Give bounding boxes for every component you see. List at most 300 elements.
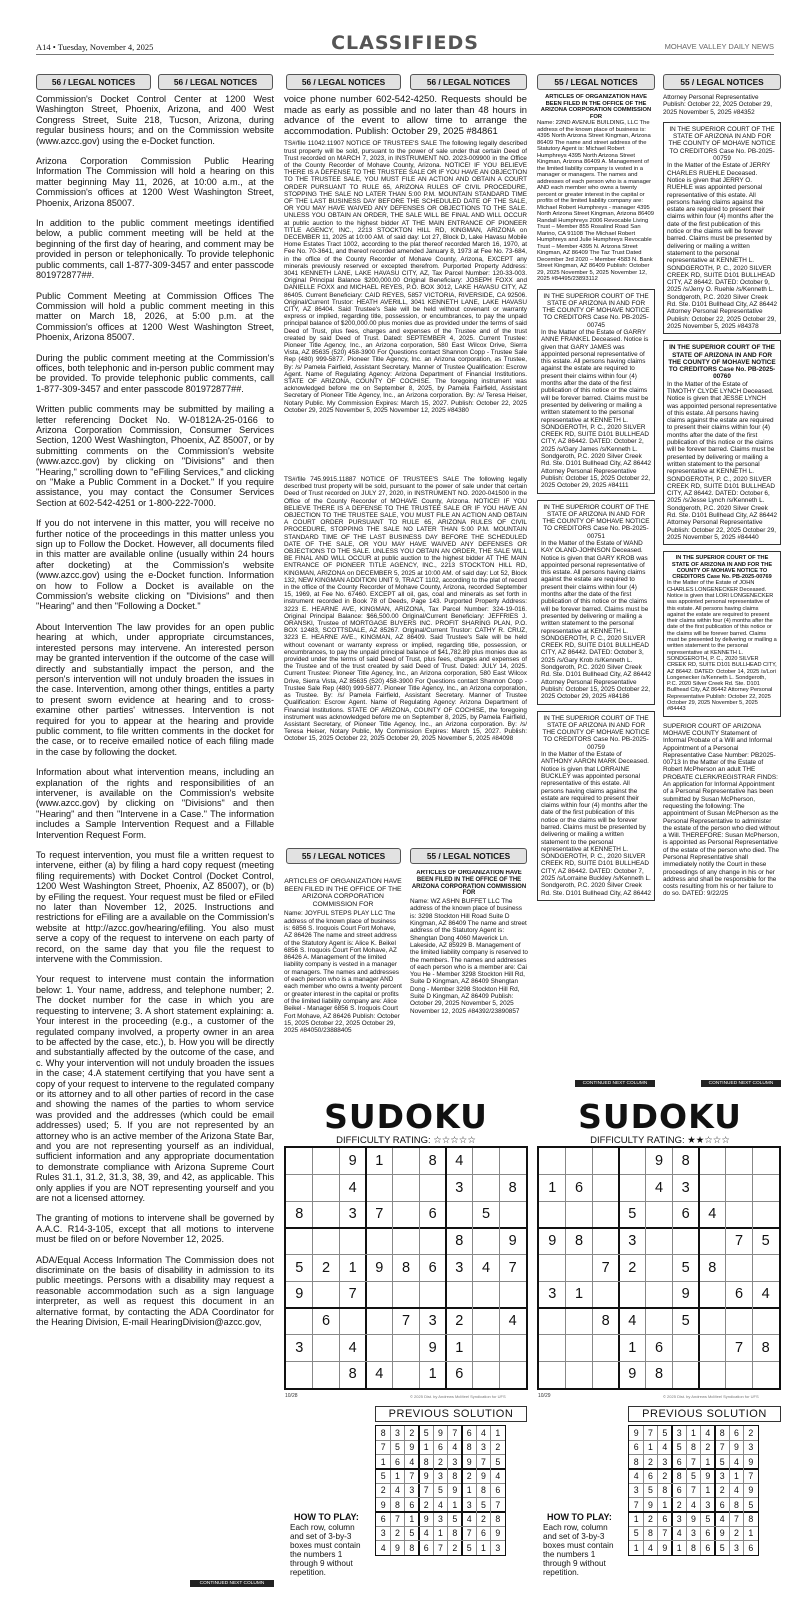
solution-cell: 7: [380, 1442, 386, 1453]
solution-cell: 3: [705, 1499, 711, 1510]
sudoku-cell[interactable]: [752, 1148, 779, 1175]
sudoku-title: SUDOKU: [578, 1097, 742, 1136]
solution-cell: 2: [438, 1456, 443, 1467]
notice-heading: ARTICLES OF ORGANIZATION HAVE BEEN FILED IN THE OFFICE OF THE ARIZONA CORPORATION COMMISSION FOR: [540, 94, 652, 120]
solution-cell: 8: [734, 1499, 739, 1510]
sudoku-cell[interactable]: [499, 1335, 526, 1362]
creditors-notice: [663, 122, 781, 334]
solution-cell: 1: [495, 1428, 501, 1438]
sudoku-cell[interactable]: [539, 1335, 566, 1362]
sudoku-cell[interactable]: 3: [295, 1339, 304, 1356]
sudoku-cell[interactable]: 8: [708, 1259, 717, 1276]
solution-cell: 1: [691, 1428, 696, 1438]
notice-body: Name: 22ND AVENUE BUILDING, LLC The address of the known place of business is: 4395 North Arizona Street Kingman, Arizona 86409 The name and street address of the Statutory Agent is: Michael Robert Humphreys 4395 North Arizona Street Kingman, Arizona 86409 A. Management of the limited liability company is vested in a manager or managers. The names and addresses of each person who is a manager AND each member who owns a twenty percent or greater interest in the capital or profits of the limited liability company are: Michael Robert Humphreys - manager 4395 North Arizona Street Kingman, Arizona 86409 Randall Humphreys 2006 Revocable Living Trust – Member 855 Rosalind Road San Marino, CA 91108 The Michael Robert Humphreys and Julie Humphreys Revocable Trust – Member 4395 N. Arizona Street Kingman, AZ 86409 The Taz Trust Dated December 3rd 2020 – Member 4583 N. Bank Street Kingman, AZ 86409 Publish: October 29, 2025 November 5, 2025 November 12, 2025 #84495/23893112: [537, 120, 654, 282]
solution-cell: 7: [481, 1456, 486, 1467]
sudoku-cell[interactable]: [699, 1335, 726, 1362]
solution-cell: 1: [633, 1514, 639, 1524]
sudoku-cell[interactable]: [752, 1308, 779, 1335]
sudoku-cell[interactable]: 9: [548, 1233, 557, 1249]
sudoku-cell[interactable]: [499, 1201, 526, 1228]
solution-cell: 3: [719, 1471, 725, 1481]
sudoku-cell[interactable]: [473, 1308, 500, 1335]
solution-cell: 3: [409, 1485, 415, 1496]
sudoku-cell[interactable]: 1: [375, 1153, 384, 1169]
sudoku-cell[interactable]: [473, 1148, 500, 1175]
notice-heading: ARTICLES OF ORGANIZATION HAVE BEEN FILED IN THE OFFICE OF THE ARIZONA CORPORATION COMMISSION FOR: [284, 878, 402, 908]
sudoku-cell[interactable]: [366, 1308, 393, 1335]
sudoku-cell[interactable]: 7: [601, 1259, 610, 1276]
sudoku-cell[interactable]: [752, 1201, 779, 1228]
sudoku-cell[interactable]: [313, 1228, 340, 1255]
solution-cell: 9: [734, 1442, 739, 1453]
how-to-play-title: HOW TO PLAY:: [547, 1512, 612, 1522]
solution-cell: 2: [481, 1514, 486, 1524]
section-tab: 56 / LEGAL NOTICES: [158, 74, 273, 90]
solution-cell: 3: [395, 1428, 400, 1438]
sudoku-cell[interactable]: 9: [428, 1339, 437, 1356]
solution-cell: 4: [633, 1471, 639, 1481]
how-to-play-text: Each row, column and set of 3-by-3 boxes must contain the numbers 1 through 9 without repetition.: [290, 1523, 361, 1577]
solution-cell: 5: [691, 1471, 696, 1481]
sudoku-cell[interactable]: 9: [375, 1259, 384, 1276]
sudoku-cell[interactable]: [726, 1175, 753, 1202]
sudoku-cell[interactable]: [419, 1175, 446, 1202]
solution-cell: 1: [409, 1514, 415, 1524]
copyright-line: © 2025 Dist. by Andrews McMeel Syndication for UFS: [410, 1394, 506, 1399]
sudoku-cell[interactable]: 4: [761, 1286, 770, 1303]
sudoku-cell[interactable]: 4: [348, 1339, 357, 1356]
sudoku-cell[interactable]: [752, 1361, 779, 1388]
sudoku-cell[interactable]: 7: [401, 1313, 411, 1329]
solution-cell: 8: [409, 1542, 415, 1553]
sudoku-cell[interactable]: [313, 1361, 340, 1388]
sudoku-cell[interactable]: 1: [548, 1179, 557, 1196]
sudoku-cell[interactable]: [646, 1201, 673, 1228]
sudoku-cell[interactable]: 7: [508, 1259, 517, 1276]
sudoku-cell[interactable]: 3: [628, 1233, 637, 1249]
sudoku-cell[interactable]: 2: [628, 1259, 637, 1276]
sudoku-cell[interactable]: [499, 1361, 526, 1388]
sudoku-cell[interactable]: 6: [734, 1286, 744, 1303]
solution-cell: 5: [748, 1499, 754, 1510]
sudoku-cell[interactable]: [313, 1175, 340, 1202]
sudoku-cell[interactable]: [393, 1148, 420, 1175]
sudoku-cell[interactable]: [539, 1201, 566, 1228]
solution-cell: 9: [380, 1499, 386, 1510]
solution-cell: 3: [380, 1528, 386, 1539]
solution-cell: 7: [495, 1499, 501, 1510]
solution-cell: 8: [423, 1456, 429, 1467]
sudoku-cell[interactable]: 3: [428, 1313, 437, 1329]
solution-cell: 3: [481, 1442, 486, 1453]
sudoku-cell[interactable]: [473, 1281, 500, 1308]
sudoku-cell[interactable]: [672, 1361, 699, 1388]
solution-cell: 2: [452, 1542, 458, 1553]
sudoku-cell[interactable]: 3: [455, 1179, 464, 1196]
creditors-notice: [663, 340, 781, 545]
solution-cell: 9: [423, 1514, 429, 1524]
sudoku-cell[interactable]: [366, 1335, 393, 1362]
sudoku-cell[interactable]: [726, 1201, 753, 1228]
sudoku-cell[interactable]: [592, 1201, 619, 1228]
solution-cell: 7: [719, 1442, 725, 1453]
sudoku-cell[interactable]: [366, 1281, 393, 1308]
sudoku-cell[interactable]: 3: [548, 1286, 557, 1303]
solution-cell: 5: [648, 1485, 653, 1496]
trustee-sale-notice: TS#/file 745.9915.11887 NOTICE OF TRUSTEE'S SALE The following legally described trust property will be sold, pursuant to the power of sale under that certain Deed of Trust recorded on JULY 27, 2020, in INSTRUMENT NO. 2020-041500 in the Office of the County Recorder of MOHAVE County, Arizona. NOTICE! IF YOU BELIEVE THERE IS A DEFENSE TO THE TRUSTEE SALE OR IF YOU HAVE AN OBJECTION TO THE TRUSTEE SALE, YOU MUST FILE AN ACTION AND OBTAIN A COURT ORDER PURSUANT TO RULE 65, ARIZONA RULES OF CIVIL PROCEDURE, STOPPING THE SALE NO LATER THAN 5:00 P.M. MOUNTAIN STANDARD TIME OF THE LAST BUSINESS DAY BEFORE THE SCHEDULED DATE OF THE SALE, OR YOU MAY HAVE WAIVED ANY DEFENSES OR OBJECTIONS TO THE SALE. UNLESS YOU OBTAIN AN ORDER, THE SALE WILL BE FINAL AND WILL OCCUR at public auction to the highest bidder AT THE MAIN ENTRANCE OF PIONEER TITLE AGENCY, INC., 2213 STOCKTON HILL RD, KINGMAN, ARIZONA on DECEMBER 5, 2025 at 10:00 AM. of said day: Lot 52, Block 132, NEW KINGMAN ADDITION UNIT 9, TRACT 1102, according to the plat of record in the office of the County Recorder of Mohave County, Arizona, recorded September 15, 1969, at Fee No. 67460. EXCEPT all oil, gas, coal and minerals as set forth in instrument recorded in Book 78 of Deeds, Page 143. Purported Property Address: 3223 E. HEARNE AVE, KINGMAN, ARIZONA, Tax Parcel Number: 324-19-016. Original Principal Balance: $66,500.00 Original/Current Beneficiary: JEFFRIES J. ORANSKI, Trustee of MORTGAGE BUYERS INC. PROFIT SHARING PLAN, P.O. BOX 12483, SCOTTSDALE, AZ 85267. Original/Current Trustor: CATHY R. CRUZ, 3223 E. HEARNE AVE., KINGMAN, AZ 86409. Said Trustee's Sale will be held without covenant or warranty express or implied, regarding title, possession, or encumbrances, to pay the unpaid principal balance of $41,782.89 plus monies due as provided under the terms of said Deed of Trust, plus fees, charges and expenses of the Trustee and of the trust created by said Deed of Trust. Dated: JULY 14, 2025. Current Trustee: Pioneer Title Agency, Inc., an Arizona corporation, 580 East Wilcox Drive, Sierra Vista, AZ 85635 (520) 458-3900 For Questions contact Shannon Copp - Trustee Sale Rep (480) 999-5877. Pioneer Title Agency, Inc., an Arizona corporation, as Trustee. By: /s/ Pamela Fairfield, Assistant Secretary. Manner of Trustee Qualification: Escrow Agent. Name of Regulating Agency: Arizona Department of Financial Institutions. STATE OF ARIZONA, COUNTY OF COCHISE, the foregoing instrument was acknowledged before me on September 8, 2025, by Pamela Fairfield, Assistant Secretary, of Pioneer Title Agency, Inc., an Arizona corporation. By: /s/ Teresa Heiser, Notary Public, My Commission Expires: March 15, 2027. Publish: October 15, 2025 October 22, 2025 October 29, 2025 November 5, 2025 #84098: [284, 476, 527, 743]
sudoku-cell[interactable]: [566, 1201, 593, 1228]
sudoku-cell[interactable]: 6: [654, 1339, 664, 1356]
sudoku-cell[interactable]: [699, 1361, 726, 1388]
sudoku-cell[interactable]: 6: [681, 1206, 690, 1223]
notice-heading: ARTICLES OF ORGANIZATION HAVE BEEN FILED IN THE OFFICE OF THE ARIZONA CORPORATION COMMISSION FOR: [411, 870, 527, 897]
sudoku-cell[interactable]: 5: [681, 1259, 690, 1276]
sudoku-cell[interactable]: [592, 1228, 619, 1255]
sudoku-cell[interactable]: [752, 1255, 779, 1282]
solution-cell: 2: [748, 1428, 754, 1438]
sudoku-cell[interactable]: 4: [508, 1313, 517, 1329]
difficulty-rating: DIFFICULTY RATING: ☆☆☆☆☆: [336, 1135, 476, 1146]
sudoku-cell[interactable]: [726, 1308, 753, 1335]
sudoku-cell[interactable]: [473, 1361, 500, 1388]
solution-cell: 4: [495, 1471, 501, 1481]
sudoku-cell[interactable]: 8: [428, 1153, 437, 1169]
solution-cell: 1: [423, 1442, 429, 1453]
sudoku-cell[interactable]: 2: [455, 1313, 464, 1329]
sudoku-cell[interactable]: [726, 1361, 753, 1388]
sudoku-cell[interactable]: 5: [681, 1313, 690, 1329]
sudoku-cell[interactable]: 6: [321, 1313, 331, 1329]
sudoku-cell[interactable]: [366, 1228, 393, 1255]
sudoku-cell[interactable]: [286, 1308, 313, 1335]
solution-cell: 5: [409, 1528, 415, 1539]
header-rule: [36, 54, 774, 55]
solution-cell: 8: [648, 1528, 653, 1539]
previous-solution-title: PREVIOUS SOLUTION: [628, 1406, 781, 1422]
sudoku-cell[interactable]: [286, 1148, 313, 1175]
sudoku-cell[interactable]: [699, 1228, 726, 1255]
solution-cell: 9: [409, 1442, 415, 1453]
sudoku-cell[interactable]: [366, 1175, 393, 1202]
solution-cell: 2: [676, 1499, 682, 1510]
sudoku-cell[interactable]: [539, 1148, 566, 1175]
solution-cell: 8: [691, 1542, 696, 1553]
sudoku-cell[interactable]: 2: [321, 1259, 331, 1276]
solution-cell: 7: [734, 1514, 739, 1524]
sudoku-cell[interactable]: 4: [481, 1259, 491, 1276]
sudoku-cell[interactable]: 8: [654, 1366, 664, 1383]
solution-cell: 4: [734, 1456, 739, 1467]
sudoku-cell[interactable]: 8: [455, 1233, 464, 1249]
sudoku-cell[interactable]: 3: [681, 1179, 690, 1196]
sudoku-cell[interactable]: [393, 1201, 420, 1228]
solution-cell: 3: [452, 1456, 458, 1467]
solution-cell: 1: [734, 1471, 739, 1481]
solution-cell: 8: [662, 1485, 668, 1496]
sudoku-cell[interactable]: [419, 1281, 446, 1308]
solution-cell: 3: [676, 1514, 682, 1524]
page-date-line: A14 • Tuesday, November 4, 2025: [36, 42, 154, 52]
sudoku-cell[interactable]: [646, 1255, 673, 1282]
solution-cell: 5: [662, 1428, 668, 1438]
solution-cell: 1: [452, 1499, 458, 1510]
sudoku-grid[interactable]: [537, 1146, 781, 1390]
sudoku-cell[interactable]: [592, 1335, 619, 1362]
sudoku-cell[interactable]: [539, 1308, 566, 1335]
sudoku-cell[interactable]: [646, 1281, 673, 1308]
creditors-notice: [537, 711, 655, 901]
sudoku-cell[interactable]: [393, 1228, 420, 1255]
sudoku-cell[interactable]: [499, 1148, 526, 1175]
sudoku-cell[interactable]: 8: [601, 1313, 610, 1329]
sudoku-cell[interactable]: 4: [455, 1153, 464, 1169]
sudoku-cell[interactable]: [313, 1335, 340, 1362]
creditors-notice: [537, 500, 655, 705]
solution-cell: 5: [481, 1499, 486, 1510]
solution-cell: 9: [633, 1428, 639, 1438]
sudoku-grid[interactable]: [284, 1146, 528, 1390]
sudoku-cell[interactable]: [539, 1255, 566, 1282]
sudoku-cell[interactable]: [592, 1361, 619, 1388]
sudoku-cell[interactable]: 9: [508, 1233, 517, 1249]
solution-cell: 5: [719, 1542, 725, 1553]
legal-notice-column-2: [284, 94, 527, 470]
section-tab: 56 / LEGAL NOTICES: [410, 74, 527, 90]
sudoku-cell[interactable]: [566, 1255, 593, 1282]
difficulty-rating: DIFFICULTY RATING: ★★☆☆☆: [590, 1135, 730, 1146]
sudoku-cell[interactable]: 6: [455, 1366, 464, 1383]
solution-cell: 5: [438, 1485, 443, 1496]
solution-cell: 9: [466, 1456, 472, 1467]
solution-cell: 1: [705, 1456, 711, 1467]
sudoku-cell[interactable]: [646, 1228, 673, 1255]
sudoku-cell[interactable]: [592, 1175, 619, 1202]
sudoku-cell[interactable]: 9: [628, 1366, 637, 1383]
sudoku-cell[interactable]: [752, 1175, 779, 1202]
sudoku-cell[interactable]: [699, 1281, 726, 1308]
sudoku-cell[interactable]: [646, 1308, 673, 1335]
solution-cell: 9: [423, 1471, 429, 1481]
solution-cell: 1: [676, 1542, 682, 1553]
solution-cell: 3: [466, 1499, 472, 1510]
solution-cell: 9: [748, 1485, 754, 1496]
sudoku-cell[interactable]: 9: [654, 1153, 664, 1169]
sudoku-cell[interactable]: 8: [295, 1206, 304, 1223]
sudoku-cell[interactable]: [699, 1175, 726, 1202]
notice-paragraph: If you do not intervene in this matter, you will receive no further notice of the proceedings in this matter unless you sign up to Follow the Docket. However, all documents filed in this matter are available online (usually within 24 hours after docketing) at the Commission's website (www.azcc.gov) using the e-Docket function. Information on how to Follow a Docket is available on the Commission's website clicking on "Divisions" and then "Hearing" and then "Following a Docket.": [36, 518, 274, 612]
sudoku-cell[interactable]: [619, 1175, 646, 1202]
solution-cell: 2: [409, 1428, 415, 1438]
solution-cell: 2: [705, 1442, 711, 1453]
sudoku-cell[interactable]: 4: [628, 1313, 637, 1329]
sudoku-cell[interactable]: [313, 1281, 340, 1308]
solution-cell: 9: [495, 1528, 501, 1539]
sudoku-title: SUDOKU: [324, 1097, 488, 1136]
sudoku-cell[interactable]: 1: [628, 1339, 637, 1356]
sudoku-cell[interactable]: [313, 1148, 340, 1175]
solution-cell: 2: [648, 1456, 653, 1467]
solution-cell: 7: [633, 1499, 639, 1510]
sudoku-cell[interactable]: [672, 1335, 699, 1362]
sudoku-cell[interactable]: [286, 1228, 313, 1255]
sudoku-cell[interactable]: 3: [348, 1206, 357, 1223]
sudoku-cell[interactable]: [566, 1148, 593, 1175]
sudoku-cell[interactable]: 1: [455, 1339, 464, 1356]
solution-cell: 1: [633, 1542, 639, 1553]
solution-cell: 4: [452, 1442, 458, 1453]
sudoku-cell[interactable]: 6: [574, 1179, 584, 1196]
solution-cell: 8: [452, 1471, 458, 1481]
sudoku-cell[interactable]: [473, 1228, 500, 1255]
sudoku-cell[interactable]: 6: [428, 1259, 437, 1276]
sudoku-cell[interactable]: [592, 1281, 619, 1308]
sudoku-cell[interactable]: [726, 1255, 753, 1282]
solution-cell: 5: [705, 1514, 711, 1524]
notice-heading: IN THE SUPERIOR COURT OF THE STATE OF ARIZONA IN AND FOR THE COUNTY OF MOHAVE NOTICE TO CREDITORS Case No. PB-2025-00745: [542, 292, 650, 329]
solution-cell: 4: [691, 1499, 696, 1510]
solution-cell: 8: [395, 1499, 400, 1510]
sudoku-cell[interactable]: 1: [428, 1366, 437, 1383]
notice-body: In the Matter of the Estate of WAND KAY OLAND-JOHNSON Deceased. Notice is given that GARY KROB was appointed personal representative of this estate. All persons having claims against the estate are required to present their claims within four (4) months after the date of the first publication of this notice or the claims will be forever barred. Claims must be presented by delivering or mailing a written statement to the personal representative at KENNETH L. SONDGEROTH, P. C., 2020 SILVER CREEK RD, SUITE D101 BULLHEAD CITY, AZ 86442. DATED: October 3, 2025 /s/Gary Krob /s/Kenneth L. Sondgeroth, P.C. 2020 Silver Creek Rd. Ste. D101 Bullhead City, AZ 86442 Attorney Personal Representative Publish: October 15, 2025 October 22, 2025 October 29, 2025 #84186: [541, 540, 652, 701]
previous-solution-grid: [375, 1425, 506, 1556]
notice-lead: voice phone number 602-542-4250. Requests should be made as early as possible and no later than 48 hours in advance of the event to allow time to arrange the accommodation. Publish: October 29, 2025 #84861: [284, 94, 527, 136]
sudoku-cell[interactable]: [393, 1175, 420, 1202]
solution-cell: 1: [438, 1528, 443, 1539]
solution-cell: 9: [719, 1528, 725, 1539]
creditors-notice: [537, 289, 655, 494]
sudoku-cell[interactable]: [393, 1281, 420, 1308]
sudoku-cell[interactable]: 9: [295, 1286, 304, 1303]
solution-cell: 8: [676, 1471, 682, 1481]
sudoku-cell[interactable]: [726, 1148, 753, 1175]
sudoku-cell[interactable]: 4: [348, 1179, 357, 1196]
sudoku-cell[interactable]: [566, 1335, 593, 1362]
solution-cell: 8: [633, 1456, 639, 1467]
sudoku-cell[interactable]: 7: [348, 1286, 357, 1303]
sudoku-cell[interactable]: 8: [401, 1259, 411, 1276]
sudoku-cell[interactable]: [619, 1281, 646, 1308]
solution-cell: 5: [633, 1528, 639, 1539]
solution-cell: 4: [395, 1485, 400, 1496]
sudoku-cell[interactable]: 4: [708, 1206, 717, 1223]
sudoku-cell[interactable]: [592, 1148, 619, 1175]
solution-cell: 5: [423, 1428, 429, 1438]
sudoku-cell[interactable]: 7: [375, 1206, 384, 1223]
solution-cell: 2: [648, 1514, 653, 1524]
sudoku-cell[interactable]: [446, 1201, 473, 1228]
solution-cell: 4: [466, 1514, 472, 1524]
sudoku-cell[interactable]: [446, 1281, 473, 1308]
sudoku-cell[interactable]: 3: [455, 1259, 464, 1276]
solution-cell: 2: [380, 1485, 386, 1496]
sudoku-cell[interactable]: [286, 1175, 313, 1202]
notice-heading: IN THE SUPERIOR COURT OF THE STATE OF ARIZONA IN AND FOR THE COUNTY OF MOHAVE NOTICE TO CREDITORS Case No. PB-2025-00760: [668, 344, 776, 381]
sudoku-cell[interactable]: [499, 1281, 526, 1308]
sudoku-cell[interactable]: [619, 1148, 646, 1175]
sudoku-cell[interactable]: 7: [734, 1233, 744, 1249]
sudoku-cell[interactable]: [473, 1335, 500, 1362]
sudoku-cell[interactable]: 9: [348, 1153, 357, 1169]
sudoku-cell[interactable]: [339, 1228, 366, 1255]
solution-cell: 2: [395, 1528, 400, 1539]
sudoku-cell[interactable]: 8: [508, 1179, 517, 1196]
solution-cell: 1: [748, 1528, 754, 1539]
sudoku-cell[interactable]: 8: [348, 1366, 357, 1383]
solution-cell: 4: [648, 1542, 653, 1553]
sudoku-cell[interactable]: [699, 1308, 726, 1335]
page-header: [0, 0, 810, 56]
puzzle-date: 10/29: [538, 1393, 551, 1399]
sudoku-cell[interactable]: [393, 1335, 420, 1362]
trustee-sale-notice: TS#/file 11042.11907 NOTICE OF TRUSTEE'S SALE The following legally described trust property will be sold, pursuant to the power of sale under that certain Deed of Trust recorded on MARCH 7, 2023, in INSTRUMENT NO. 2023-009900 in the Office of the County Recorder of Mohave County, Arizona. NOTICE! IF YOU BELIEVE THERE IS A DEFENSE TO THE TRUSTEE SALE OR IF YOU HAVE AN OBJECTION TO THE TRUSTEE SALE, YOU MUST FILE AN ACTION AND OBTAIN A COURT ORDER PURSUANT TO RULE 65, ARIZONA RULES OF CIVIL PROCEDURE, STOPPING THE SALE NO LATER THAN 5:00 P.M. MOUNTAIN STANDARD TIME OF THE LAST BUSINESS DAY BEFORE THE SCHEDULED DATE OF THE SALE, OR YOU MAY HAVE WAIVED ANY DEFENSES OR OBJECTIONS TO THE SALE. UNLESS YOU OBTAIN AN ORDER, THE SALE WILL BE FINAL AND WILL OCCUR at public auction to the highest bidder AT THE MAIN ENTRANCE OF PIONEER TITLE AGENCY, INC., 2213 STOCKTON HILL RD, KINGMAN, ARIZONA on DECEMBER 11, 2025 at 10:00 AM. of said day: Lot 27, Block D, Lake Havasu Mobile Home Estates Tract 1002, according to the plat thereof recorded March 16, 1970, at Fee No. 70-3641, and thereof recorded amended January 8, 1973 at Fee No. 73-684, in the office of the County Recorder of Mohave County, Arizona, EXCEPT any minerals previously reserved or excepted therefrom. Purported Property Address: 3041 KENNETH LANE, LAKE HAVASU CITY, AZ, Tax Parcel Number: 120-33-003. Original Principal Balance $200,000.00 Original Beneficiary: JOSEPH FOXX and DANIELLE FOXX and MICHAEL REYES, P.O. BOX 3012, LAKE HAVASU CITY, AZ 86405. Current Beneficiary: CAID REYES, 5857 VICTORIA, RIVERSIDE, CA 92506. Original/Current Trustor: HEATH AVERILL, 3041 KENNETH LANE, LAKE HAVASU CITY, AZ 86404. Said Trustee's Sale will be held without covenant or warranty express or implied, regarding title, possession, or encumbrances, to pay the unpaid principal balance of $200,000.00 plus monies due as provided under the terms of said Deed of Trust, plus fees, charges and expenses of the Trustee and of the trust created by said Deed of Trust. Dated: SEPTEMBER 4, 2025. Current Trustee: Pioneer Title Agency, Inc., an Arizona corporation, 580 East Wilcox Drive, Sierra Vista, AZ 85635 (520) 458-3900 For Questions contact Shannon Copp - Trustee Sale Rep (480) 999-5877. Pioneer Title Agency, Inc. an Arizona corporation, as Trustee, By: /s/ Pamela Fairfield, Assistant Secretary. Manner of Trustee Qualification: Escrow Agent. Name of Regulating Agency: Arizona Department of Financial Institutions. STATE OF ARIZONA, COUNTY OF COCHISE. The foregoing instrument was acknowledged before me on September 8, 2025, by Pamela Fairfield, Assistant Secretary of Pioneer Title Agency, Inc., an Arizona corporation. By: /s/ Teresa Heiser, Notary Public. My Commission Expires: March 15, 2027. Publish: October 22, 2025 October 29, 2025 November 5, 2025 November 12, 2025 #84380: [284, 140, 527, 414]
solution-cell: 6: [676, 1485, 682, 1496]
solution-cell: 6: [481, 1528, 486, 1539]
sudoku-cell[interactable]: [393, 1361, 420, 1388]
sudoku-cell[interactable]: 1: [348, 1259, 357, 1276]
sudoku-cell[interactable]: [473, 1175, 500, 1202]
solution-cell: 9: [748, 1456, 754, 1467]
solution-cell: 6: [705, 1528, 711, 1539]
sudoku-cell[interactable]: [339, 1308, 366, 1335]
notice-paragraph: Your request to intervene must contain the information below: 1. Your name, address, and telephone number; 2. The docket number for the case in which you are requesting to intervene; 3. A short statement explaining: a. Your interest in the proceeding (e.g., a customer of the regulated company involved, a property owner in an area to be affected by the case, etc.), b. How you will be directly and substantially affected by the outcome of the case, and c. Why your intervention will not unduly broaden the issues in the case; 4.A statement certifying that you have sent a copy of your request to intervene to the regulated company or its attorney and to all other parties of record in the case and showing the names of the parties to whom service was provided and the addresses (which could be email addresses) used; 5. If you are not represented by an attorney who is an active member of the Arizona State Bar, and you are not representing yourself as an individual, sufficient information and any appropriate documentation to demonstrate compliance with Arizona Supreme Court Rules 31.1, 31.2, 31.3, 38, 39, and 42, as applicable. This only applies if you are NOT representing yourself and you are not a licensed attorney.: [36, 974, 274, 1203]
sudoku-cell[interactable]: [699, 1148, 726, 1175]
section-tab: 55 / LEGAL NOTICES: [663, 74, 781, 90]
sudoku-cell[interactable]: [419, 1228, 446, 1255]
sudoku-cell[interactable]: 8: [681, 1153, 690, 1169]
sudoku-cell[interactable]: 5: [295, 1259, 304, 1276]
puzzle-date: 10/28: [285, 1393, 298, 1399]
sudoku-cell[interactable]: [539, 1361, 566, 1388]
sudoku-cell[interactable]: [672, 1228, 699, 1255]
sudoku-cell[interactable]: 9: [681, 1286, 690, 1303]
creditors-notice: [663, 551, 781, 716]
solution-cell: 9: [438, 1428, 443, 1438]
how-to-play-title: HOW TO PLAY:: [294, 1512, 359, 1522]
sudoku-cell[interactable]: 4: [654, 1179, 664, 1196]
sudoku-cell[interactable]: 4: [375, 1366, 384, 1383]
solution-cell: 6: [395, 1456, 400, 1467]
sudoku-cell[interactable]: [286, 1361, 313, 1388]
solution-cell: 1: [705, 1485, 711, 1496]
sudoku-cell[interactable]: [566, 1308, 593, 1335]
sudoku-cell[interactable]: 5: [481, 1206, 491, 1223]
sudoku-cell[interactable]: [313, 1201, 340, 1228]
sudoku-cell[interactable]: 6: [428, 1206, 437, 1223]
solution-cell: 6: [662, 1514, 668, 1524]
sudoku-cell[interactable]: 7: [734, 1339, 744, 1356]
section-tab: 55 / LEGAL NOTICES: [286, 848, 401, 864]
solution-cell: 4: [662, 1442, 668, 1453]
solution-cell: 7: [691, 1485, 696, 1496]
solution-cell: 3: [734, 1542, 739, 1553]
sudoku-cell[interactable]: 8: [574, 1233, 584, 1249]
previous-solution-title: PREVIOUS SOLUTION: [375, 1406, 527, 1422]
sudoku-cell[interactable]: 1: [574, 1286, 584, 1303]
section-tab: 55 / LEGAL NOTICES: [537, 74, 655, 90]
continued-label: CONTINUED NEXT COLUMN: [575, 1080, 655, 1087]
solution-cell: 2: [495, 1442, 501, 1453]
sudoku-cell[interactable]: 5: [761, 1233, 770, 1249]
solution-cell: 1: [648, 1442, 653, 1453]
section-tab: 56 / LEGAL NOTICES: [286, 74, 401, 90]
solution-cell: 5: [495, 1456, 501, 1467]
notice-paragraph: Written public comments may be submitted by mailing a letter referencing Docket No. W-01812A-25-0166 to Arizona Corporation Commission, Consumer Services Section, 1200 West Washington, Phoenix, AZ 85007, or by submitting comments on the Commission's website (www.azcc.gov) by clicking on "Divisions" and then "Hearing," scrolling down to "eFiling Services," and clicking on "Make a Public Comment in a Docket." If you require assistance, you may contact the Consumer Services Section at 602-542-4251 or 1-800-222-7000.: [36, 404, 274, 508]
sudoku-cell[interactable]: 5: [628, 1206, 637, 1223]
probate-statement: SUPERIOR COURT OF ARIZONA MOHAVE COUNTY Statement of Informal Probate of a Will and Informal Appointment of a Personal Representative Case Number: PB2025-00713 In the Matter of the Estate of Robert McPherson an adult THE PROBATE CLERK/REGISTRAR FINDS: An application for Informal Appointment of a Personal Representative has been submitted by Susan McPherson, requesting the following: The appointment of Susan McPherson as the Personal Representative to administer the estate of the person who died without a Will. THEREFORE: Susan McPherson, is appointed as Personal Representative of the estate of the person who died. The Personal Representative shall immediately notify the Court in these proceedings of any change in his or her address and shall be responsible for the costs resulting from his or her failure to do so. DATED: 9/22/25: [663, 722, 780, 898]
notice-paragraph: About Intervention The law provides for an open public hearing at which, under appropriate circumstances, interested persons may intervene. An interested person may be granted intervention if the outcome of the case will directly and substantially impact the person, and the person's intervention will not unduly broaden the issues in the case. Intervention, among other things, entitles a party to present sworn evidence at hearing and to cross-examine other parties' witnesses. Intervention is not required for you to appear at the hearing and provide public comment, to file written comments in the docket for the case, or to receive emailed notice of each filing made in the case by following the docket.: [36, 621, 274, 757]
sudoku-cell[interactable]: [566, 1361, 593, 1388]
sudoku-cell[interactable]: 8: [761, 1339, 770, 1356]
